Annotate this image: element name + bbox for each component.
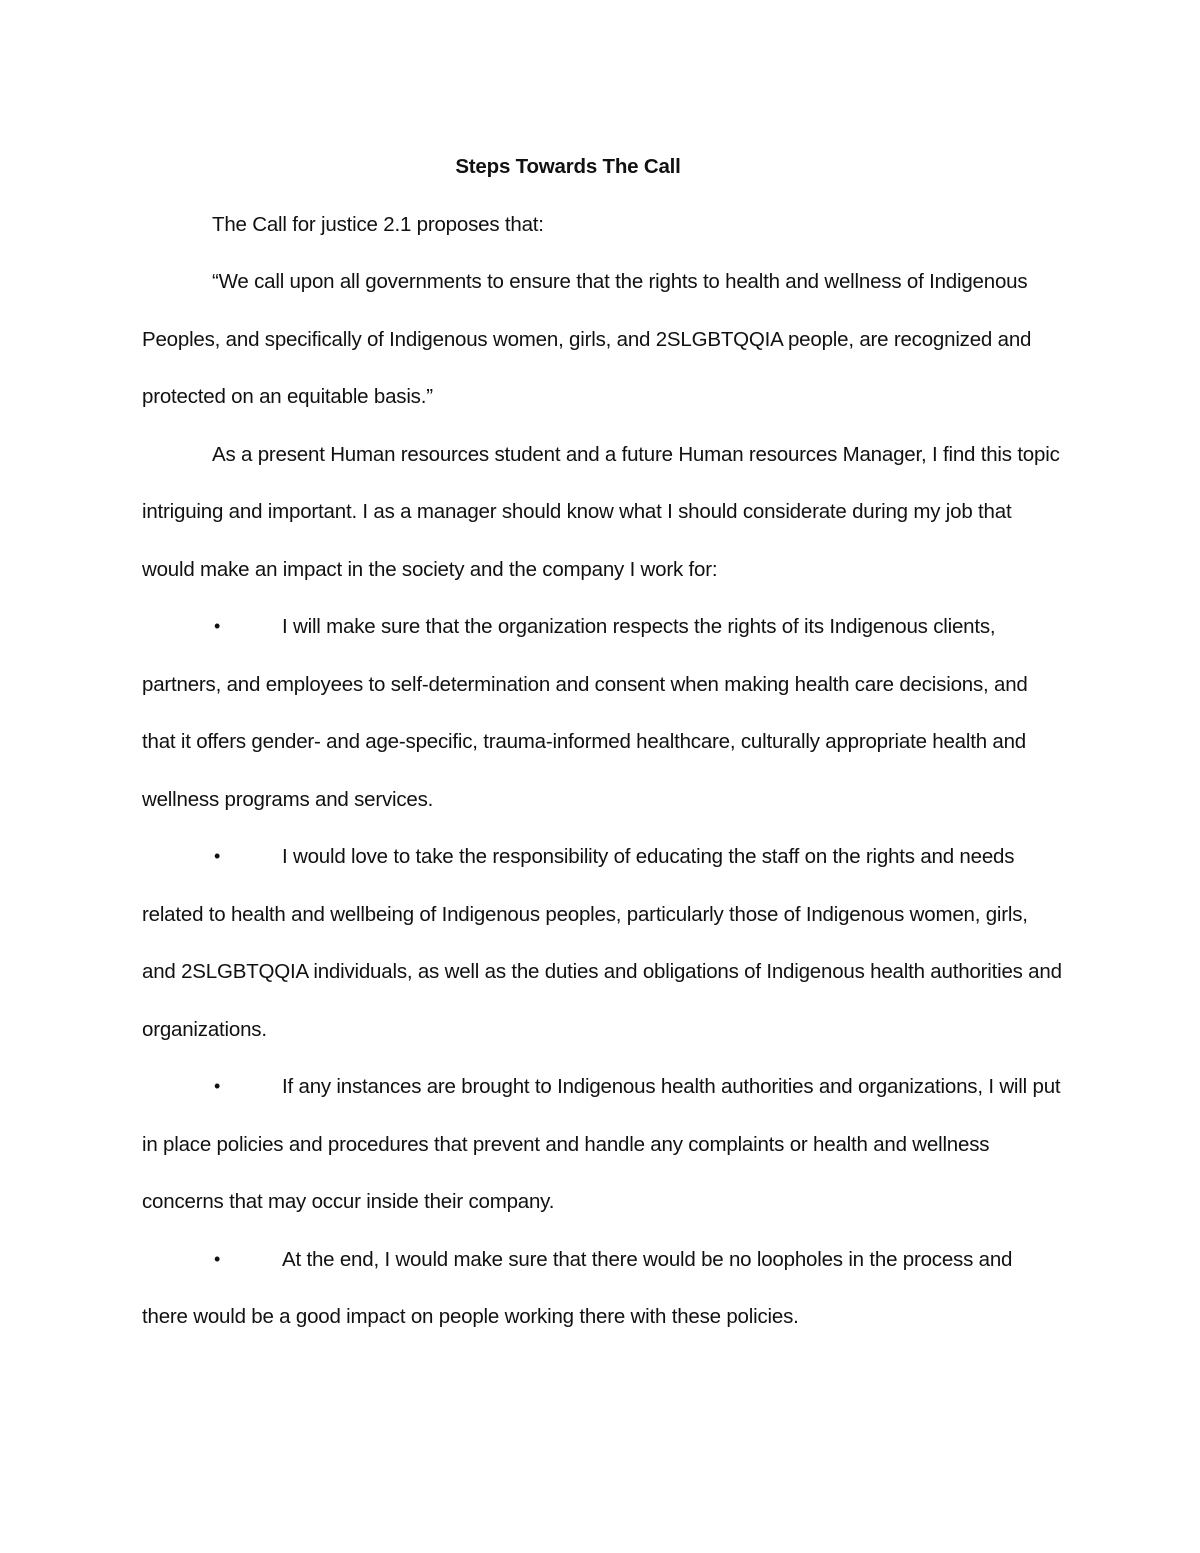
bullet-text: I will make sure that the organization respects the rights of its Indigenous clients, partners, and employees to self-determination and consent when making health care decisions, and that it offers gender- and age-specific, trauma-informed healthcare, culturally appropriate health and wellness programs and services. [142, 615, 1028, 811]
document-title: Steps Towards The Call [455, 155, 681, 178]
bullet-text: If any instances are brought to Indigenous health authorities and organizations, I will put in place policies and procedures that prevent and handle any complaints or health and wellness concerns that may occur inside their company. [142, 1075, 1061, 1213]
document-body [142, 138, 1062, 1346]
intro-paragraph: The Call for justice 2.1 proposes that: [212, 212, 544, 236]
bullet-item-3 [142, 1058, 1062, 1231]
bullet-text: I would love to take the responsibility of educating the staff on the rights and needs related to health and wellbeing of Indigenous peoples, particularly those of Indigenous women, girls, and 2SLGBTQQIA individuals, as well as the duties and obligations of Indigenous health authorities and organizations. [142, 845, 1062, 1041]
bullet-icon: • [214, 846, 221, 866]
bullet-icon: • [214, 1248, 221, 1269]
bullet-icon: • [214, 1076, 221, 1096]
bullet-item-1 [142, 598, 1062, 828]
bullet-icon: • [214, 616, 221, 636]
context-paragraph: As a present Human resources student and a future Human resources Manager, I find this topic intriguing and important. I as a manager should know what I should considerate during my job that would make an impact in the society and the company I work for: [142, 442, 1060, 581]
bullet-item-2 [142, 828, 1062, 1058]
bullet-text: At the end, I would make sure that there would be no loopholes in the process and there would be a good impact on people working there with these policies. [142, 1247, 1013, 1328]
quote-paragraph: “We call upon all governments to ensure that the rights to health and wellness of Indigenous Peoples, and specifically of Indigenous women, girls, and 2SLGBTQQIA people, are recognized and protected on an equitable basis.” [142, 270, 1032, 408]
bullet-item-4 [142, 1231, 1062, 1346]
